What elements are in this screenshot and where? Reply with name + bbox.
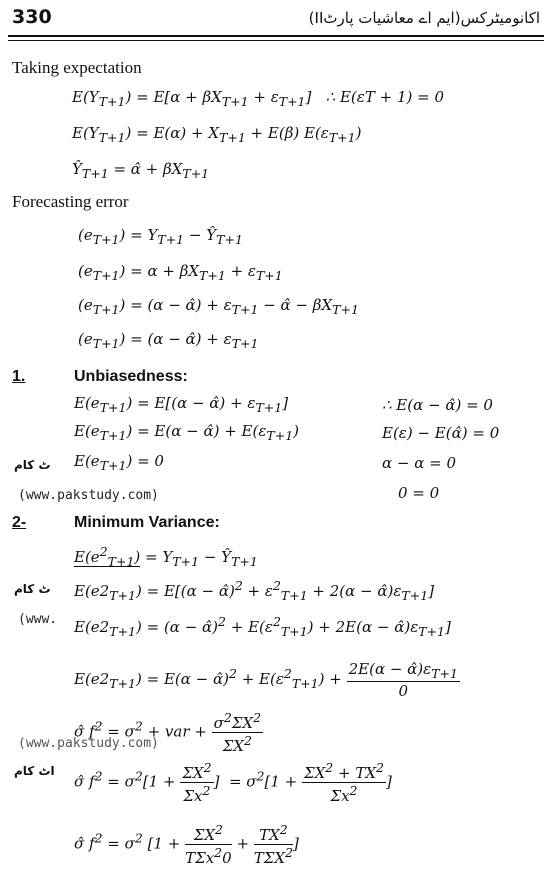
equation: σ̂ $f^2 = \sigma^2$ [1 + $\Sigma X^2$ TΣx$^2$0 + $TX^2$ TΣX$^2$ ] <box>74 822 299 867</box>
equation: $Ŷ_{T+1}$ = α̂ + $\beta X_{T+1}$ <box>72 160 210 181</box>
section-number-1: 1. <box>12 368 26 385</box>
equation-right: 0 = 0 <box>398 484 440 502</box>
section-title-unbiasedness: Unbiasedness: <box>74 368 188 385</box>
watermark-urdu: اٹ کام <box>14 764 55 778</box>
equation: $E(e2_{T+1}) = (\alpha$ − α̂)$^2$ + $E(\varepsilon^2_{T+1}) + 2E(\alpha$ − $\alphâ)\varepsilon_{T+1}$] <box>74 614 451 639</box>
header-rule-thin <box>8 40 544 41</box>
watermark-url: (www. <box>18 612 58 627</box>
equation: $E(e_{T+1}) = E[(\alpha$ − α̂) + $\varepsilon_{T+1}$] <box>74 394 289 415</box>
label-taking-expectation: Taking expectation <box>12 58 142 77</box>
watermark-url: (www.pakstudy.com) <box>18 736 159 751</box>
section-number-2: 2- <box>12 514 27 531</box>
equation: $(e_{T+1}) = (\alpha$ − α̂) + $\varepsilon_{T+1}$ <box>78 330 259 351</box>
running-header-title: اکانومیٹرکس(ایم اے معاشیات پارٹII) <box>308 9 540 27</box>
equation: σ̂ $f^2 = \sigma^2$ + var + $\frac{\sigma^2\Sigma X^2}{\Sigma X^2}$ <box>74 710 262 755</box>
header-rule-thick <box>8 35 544 37</box>
equation-right: E(ε) − E(α̂) = 0 <box>382 424 500 442</box>
equation: $E(e_{T+1}) = 0$ <box>74 452 164 473</box>
watermark-url: (www.pakstudy.com) <box>18 488 159 503</box>
label-forecasting-error: Forecasting error <box>12 192 129 211</box>
equation: $E(e^2_{T+1}) = Y_{T+1}$ − $Ŷ_{T+1}$ <box>74 544 258 569</box>
equation-right: α − α = 0 <box>382 454 457 472</box>
equation: $(e_{T+1}) = Y_{T+1}$ − $Ŷ_{T+1}$ <box>78 226 243 247</box>
watermark-urdu: ٹ کام <box>14 582 51 596</box>
equation: $(e_{T+1}) = (\alpha$ − α̂) + $\varepsilon_{T+1}$ − α̂ − $\beta X_{T+1}$ <box>78 296 359 317</box>
equation: $E(Y_{T+1}) = E[\alpha + \beta X_{T+1} + \varepsilon_{T+1}]$ ∴ E(εT + 1) = 0 <box>72 88 444 109</box>
equation: $E(e2_{T+1}) = E[(\alpha$ − α̂)$^2$ + $\varepsilon^2_{T+1} + 2(\alpha$ − $\alphâ)\varepsilon_{T+1}$] <box>74 578 435 603</box>
equation: $E(e_{T+1}) = E(\alpha$ − α̂) + $E(\varepsilon_{T+1})$ <box>74 422 300 443</box>
equation-right: ∴ E(α − α̂) = 0 <box>382 396 493 414</box>
equation: $(e_{T+1}) = \alpha + \beta X_{T+1} + \varepsilon_{T+1}$ <box>78 262 283 283</box>
page-number: 330 <box>12 6 52 28</box>
section-title-minimum-variance: Minimum Variance: <box>74 514 220 531</box>
equation: $E(e2_{T+1}) = E(\alpha$ − α̂)$^2$ + $E(\varepsilon^2_{T+1})$ + $\frac{2E(\alpha - \alphâ)\varepsilon_{T+1}}{0}$ <box>74 660 458 700</box>
watermark-urdu: ٹ کام <box>14 458 51 472</box>
equation: σ̂ $f^2 = \sigma^2[1$ + $\frac{\Sigma X^2}{\Sigma x^2}$ ] = $\sigma^2[1$ + $\frac{\Sigma X^2 + TX^2}{\Sigma x^2}$ ] <box>74 760 392 805</box>
equation: $E(Y_{T+1}) = E(\alpha) + X_{T+1} + E(\beta)$ $E(\varepsilon_{T+1})$ <box>72 124 362 145</box>
